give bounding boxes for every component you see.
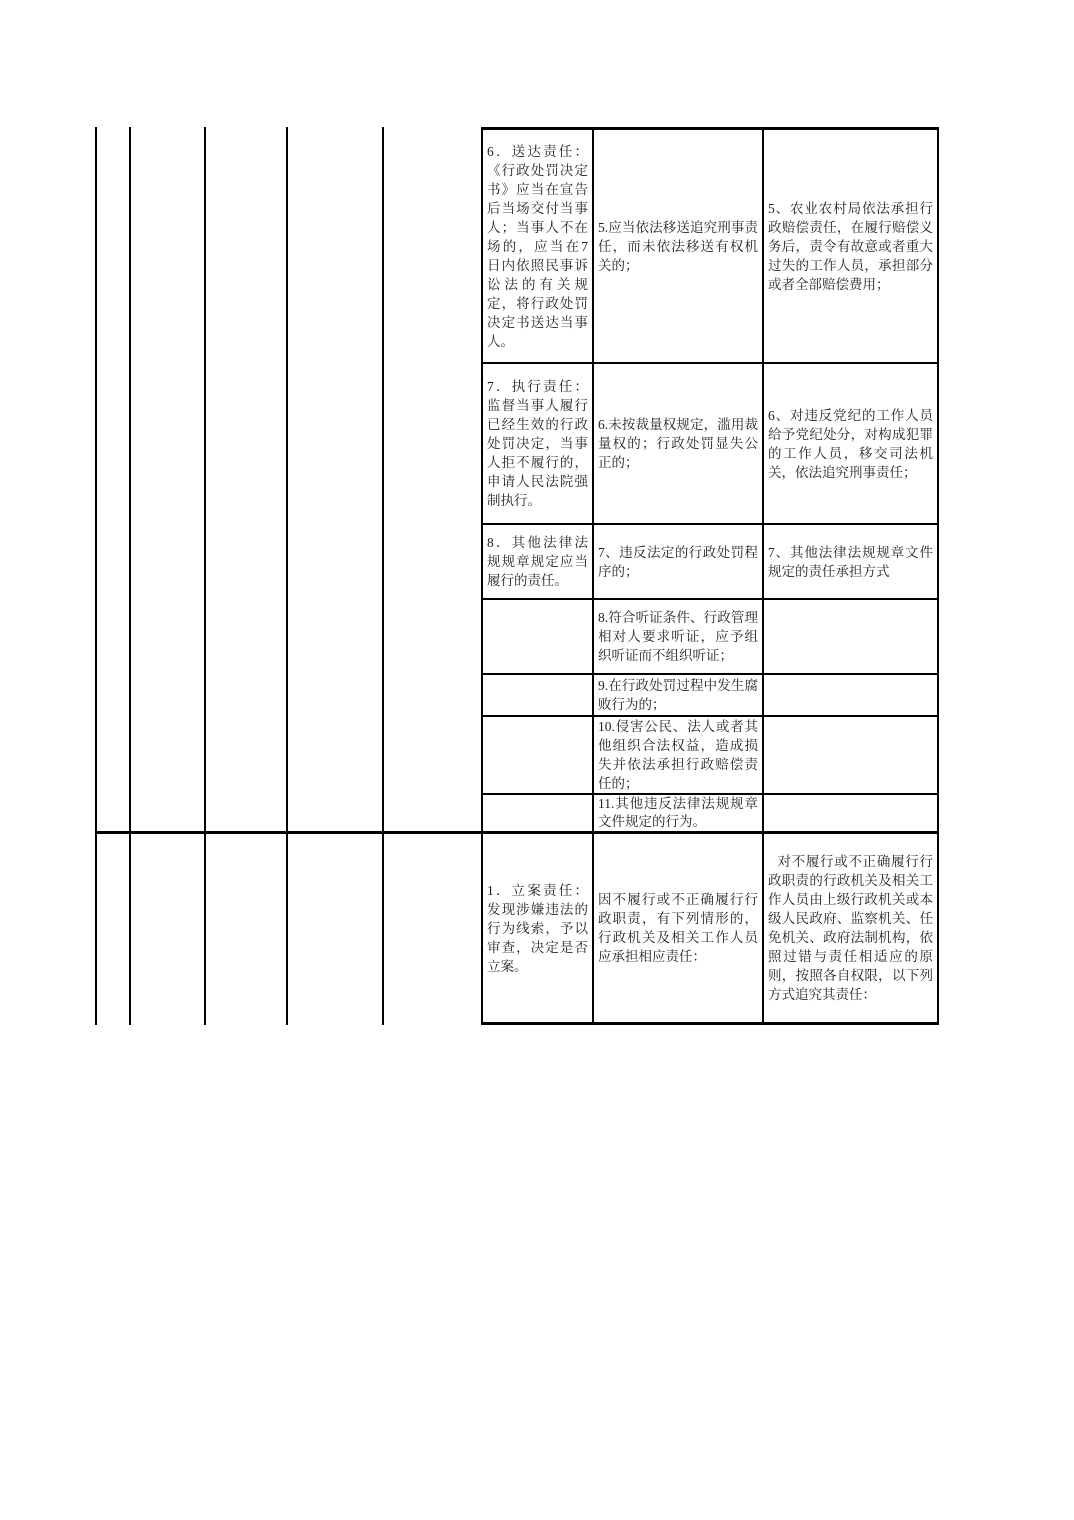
violation-cell-row6: [592, 715, 762, 793]
violation-text-row2: 6.未按裁量权规定，滥用裁量权的；行政处罚显失公正的；: [598, 417, 758, 470]
duty-text-row1: 6．送达责任：《行政处罚决定书》应当在宣告后当场交付当事人；当事人不在场的，应当在7日内依照民事诉讼法的有关规定，将行政处罚决定书送达当事人。: [487, 143, 588, 349]
violation-text-row5: 9.在行政处罚过程中发生腐败行为的；: [598, 678, 758, 712]
duty-cell-row7: [481, 793, 592, 831]
consequence-text-row1: 5、农业农村局依法承担行政赔偿责任，在履行赔偿义务后，责令有故意或者重大过失的工作人员，承担部分或者全部赔偿费用；: [768, 200, 933, 292]
duty-cell-row5: [481, 673, 592, 715]
consequence-cell-row7: [762, 793, 939, 831]
consequence-cell-row4: [762, 598, 939, 673]
violation-cell-row7: [592, 793, 762, 831]
consequence-text-row2: 6、对违反党纪的工作人员给予党纪处分，对构成犯罪的工作人员，移交司法机关，依法追究刑事责任；: [768, 407, 933, 480]
consequence-cell-row8: [762, 831, 939, 1025]
duty-text-row8: 1．立案责任：发现涉嫌违法的行为线索，予以审查，决定是否立案。: [487, 882, 588, 974]
consequence-cell-row2: [762, 362, 939, 523]
duty-cell-row8: [481, 831, 592, 1025]
empty-column-1-lower-cell: [95, 831, 129, 1025]
violation-cell-row8: [592, 831, 762, 1025]
empty-column-4-lower-cell: [286, 831, 382, 1025]
violation-cell-row1: [592, 127, 762, 362]
consequence-cell-row6: [762, 715, 939, 793]
empty-column-2-upper-cell: [129, 127, 204, 831]
violation-text-row8: 因不履行或不正确履行行政职责，有下列情形的，行政机关及相关工作人员应承担相应责任：: [598, 892, 758, 964]
responsibility-table: [95, 127, 939, 1025]
empty-column-3-upper-cell: [204, 127, 286, 831]
violation-text-row3: 7、违反法定的行政处罚程序的；: [598, 544, 758, 579]
duty-cell-row4: [481, 598, 592, 673]
violation-cell-row5: [592, 673, 762, 715]
violation-cell-row3: [592, 523, 762, 598]
duty-cell-row2: [481, 362, 592, 523]
empty-column-5-upper-cell: [382, 127, 481, 831]
empty-column-1-upper-cell: [95, 127, 129, 831]
duty-cell-row1: [481, 127, 592, 362]
consequence-text-row8: 对不履行或不正确履行行政职责的行政机关及相关工作人员由上级行政机关或本级人民政府、监察机关、任免机关、政府法制机构，依照过错与责任相适应的原则，按照各自权限，以下列方式追究其责任：: [768, 854, 933, 1002]
duty-text-row3: 8．其他法律法规规章规定应当履行的责任。: [487, 535, 588, 588]
consequence-cell-row3: [762, 523, 939, 598]
duty-cell-row3: [481, 523, 592, 598]
duty-cell-row6: [481, 715, 592, 793]
consequence-cell-row5: [762, 673, 939, 715]
consequence-text-row3: 7、其他法律法规规章文件规定的责任承担方式: [768, 544, 933, 579]
empty-column-4-upper-cell: [286, 127, 382, 831]
violation-cell-row4: [592, 598, 762, 673]
violation-text-row7: 11.其他违反法律法规规章文件规定的行为。: [598, 796, 758, 829]
empty-column-2-lower-cell: [129, 831, 204, 1025]
duty-text-row2: 7．执行责任：监督当事人履行已经生效的行政处罚决定，当事人拒不履行的，申请人民法院强制执行。: [487, 379, 588, 508]
violation-text-row4: 8.符合听证条件、行政管理相对人要求听证，应予组织听证而不组织听证；: [598, 610, 758, 663]
violation-text-row1: 5.应当依法移送追究刑事责任，而未依法移送有权机关的；: [598, 219, 758, 273]
violation-text-row6: 10.侵害公民、法人或者其他组织合法权益，造成损失并依法承担行政赔偿责任的；: [598, 719, 758, 791]
empty-column-3-lower-cell: [204, 831, 286, 1025]
empty-column-5-lower-cell: [382, 831, 481, 1025]
violation-cell-row2: [592, 362, 762, 523]
consequence-cell-row1: [762, 127, 939, 362]
